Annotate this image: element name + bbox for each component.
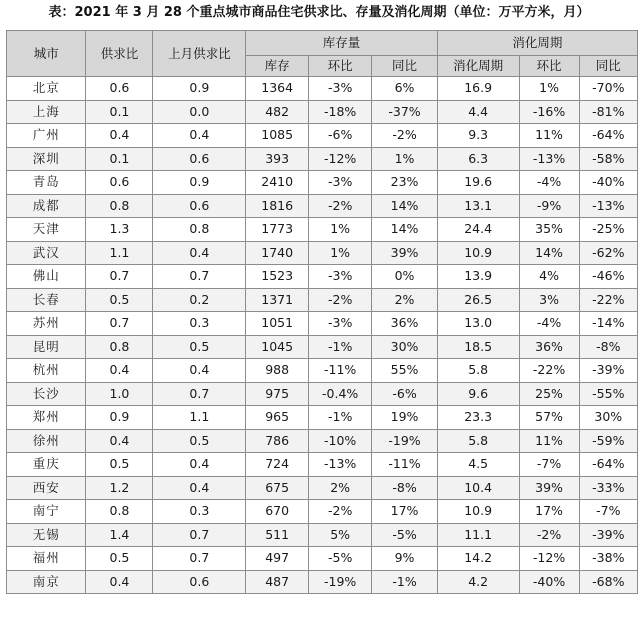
table-row: [7, 147, 638, 171]
header-inventory-mom: 环比: [309, 56, 372, 77]
inventory-yoy-cell: 14%: [372, 218, 438, 242]
cycle-yoy-cell: -38%: [579, 547, 637, 571]
last-ratio-cell: 0.0: [153, 100, 246, 124]
inventory-cell: 965: [246, 406, 309, 430]
inventory-mom-cell: 1%: [309, 218, 372, 242]
inventory-yoy-cell: -5%: [372, 523, 438, 547]
last-ratio-cell: 0.7: [153, 382, 246, 406]
ratio-cell: 0.7: [86, 312, 153, 336]
city-cell: 南京: [7, 570, 86, 594]
last-ratio-cell: 1.1: [153, 406, 246, 430]
inventory-mom-cell: -3%: [309, 265, 372, 289]
inventory-mom-cell: -11%: [309, 359, 372, 383]
cycle-mom-cell: 1%: [519, 77, 579, 101]
table-row: [7, 288, 638, 312]
inventory-yoy-cell: 55%: [372, 359, 438, 383]
city-cell: 苏州: [7, 312, 86, 336]
cycle-cell: 10.9: [437, 500, 519, 524]
inventory-cell: 487: [246, 570, 309, 594]
table-caption: 表：2021 年 3 月 28 个重点城市商品住宅供求比、存量及消化周期（单位：万平方米，月）: [48, 5, 590, 20]
inventory-mom-cell: 2%: [309, 476, 372, 500]
last-ratio-cell: 0.7: [153, 265, 246, 289]
inventory-yoy-cell: -2%: [372, 124, 438, 148]
last-ratio-cell: 0.6: [153, 147, 246, 171]
last-ratio-cell: 0.8: [153, 218, 246, 242]
ratio-cell: 1.2: [86, 476, 153, 500]
ratio-cell: 0.6: [86, 77, 153, 101]
last-ratio-cell: 0.2: [153, 288, 246, 312]
table-row: [7, 171, 638, 195]
cycle-cell: 18.5: [437, 335, 519, 359]
table-row: [7, 523, 638, 547]
last-ratio-cell: 0.5: [153, 335, 246, 359]
inventory-cell: 975: [246, 382, 309, 406]
ratio-cell: 0.1: [86, 147, 153, 171]
inventory-mom-cell: -5%: [309, 547, 372, 571]
inventory-yoy-cell: 6%: [372, 77, 438, 101]
ratio-cell: 0.5: [86, 288, 153, 312]
inventory-mom-cell: -2%: [309, 500, 372, 524]
ratio-cell: 1.4: [86, 523, 153, 547]
inventory-cell: 482: [246, 100, 309, 124]
inventory-mom-cell: -1%: [309, 335, 372, 359]
city-cell: 南宁: [7, 500, 86, 524]
inventory-mom-cell: -1%: [309, 406, 372, 430]
cycle-yoy-cell: 30%: [579, 406, 637, 430]
inventory-cell: 988: [246, 359, 309, 383]
cycle-mom-cell: 17%: [519, 500, 579, 524]
table-row: [7, 500, 638, 524]
cycle-cell: 19.6: [437, 171, 519, 195]
table-row: [7, 335, 638, 359]
cycle-yoy-cell: -81%: [579, 100, 637, 124]
cycle-yoy-cell: -62%: [579, 241, 637, 265]
ratio-cell: 0.5: [86, 453, 153, 477]
last-ratio-cell: 0.3: [153, 312, 246, 336]
city-cell: 西安: [7, 476, 86, 500]
table-row: [7, 218, 638, 242]
cycle-yoy-cell: -59%: [579, 429, 637, 453]
cycle-cell: 4.5: [437, 453, 519, 477]
inventory-yoy-cell: -6%: [372, 382, 438, 406]
table-row: [7, 312, 638, 336]
cycle-yoy-cell: -46%: [579, 265, 637, 289]
inventory-cell: 497: [246, 547, 309, 571]
cycle-mom-cell: 4%: [519, 265, 579, 289]
ratio-cell: 0.8: [86, 335, 153, 359]
inventory-yoy-cell: 23%: [372, 171, 438, 195]
inventory-mom-cell: -3%: [309, 171, 372, 195]
city-cell: 长春: [7, 288, 86, 312]
ratio-cell: 0.4: [86, 359, 153, 383]
city-cell: 杭州: [7, 359, 86, 383]
cycle-mom-cell: -16%: [519, 100, 579, 124]
inventory-cell: 393: [246, 147, 309, 171]
cycle-yoy-cell: -68%: [579, 570, 637, 594]
cycle-yoy-cell: -70%: [579, 77, 637, 101]
cycle-cell: 5.8: [437, 429, 519, 453]
inventory-mom-cell: -13%: [309, 453, 372, 477]
cycle-cell: 14.2: [437, 547, 519, 571]
ratio-cell: 0.8: [86, 500, 153, 524]
city-cell: 无锡: [7, 523, 86, 547]
cycle-mom-cell: 14%: [519, 241, 579, 265]
cycle-yoy-cell: -64%: [579, 453, 637, 477]
cycle-cell: 13.0: [437, 312, 519, 336]
cycle-yoy-cell: -55%: [579, 382, 637, 406]
ratio-cell: 0.7: [86, 265, 153, 289]
table-row: [7, 241, 638, 265]
inventory-cell: 1371: [246, 288, 309, 312]
last-ratio-cell: 0.9: [153, 171, 246, 195]
inventory-cell: 1051: [246, 312, 309, 336]
header-inventory-group: 库存量: [246, 31, 438, 56]
cycle-mom-cell: -12%: [519, 547, 579, 571]
header-inventory: 库存: [246, 56, 309, 77]
table-row: [7, 194, 638, 218]
inventory-cell: 2410: [246, 171, 309, 195]
cycle-cell: 26.5: [437, 288, 519, 312]
cycle-yoy-cell: -8%: [579, 335, 637, 359]
inventory-mom-cell: -0.4%: [309, 382, 372, 406]
inventory-yoy-cell: 30%: [372, 335, 438, 359]
table-row: [7, 453, 638, 477]
cycle-mom-cell: -13%: [519, 147, 579, 171]
last-ratio-cell: 0.4: [153, 453, 246, 477]
inventory-yoy-cell: -37%: [372, 100, 438, 124]
city-cell: 长沙: [7, 382, 86, 406]
cycle-mom-cell: -9%: [519, 194, 579, 218]
last-ratio-cell: 0.4: [153, 476, 246, 500]
last-ratio-cell: 0.4: [153, 359, 246, 383]
inventory-cell: 670: [246, 500, 309, 524]
ratio-cell: 0.4: [86, 570, 153, 594]
cycle-cell: 9.6: [437, 382, 519, 406]
inventory-mom-cell: -3%: [309, 77, 372, 101]
inventory-mom-cell: -2%: [309, 194, 372, 218]
cycle-mom-cell: 11%: [519, 429, 579, 453]
last-ratio-cell: 0.7: [153, 547, 246, 571]
inventory-mom-cell: -12%: [309, 147, 372, 171]
last-ratio-cell: 0.7: [153, 523, 246, 547]
cycle-yoy-cell: -25%: [579, 218, 637, 242]
cycle-mom-cell: -2%: [519, 523, 579, 547]
city-cell: 昆明: [7, 335, 86, 359]
inventory-cell: 724: [246, 453, 309, 477]
table-row: [7, 265, 638, 289]
header-row-group: [7, 31, 638, 56]
inventory-yoy-cell: 19%: [372, 406, 438, 430]
table-row: [7, 100, 638, 124]
inventory-yoy-cell: 2%: [372, 288, 438, 312]
cycle-mom-cell: 39%: [519, 476, 579, 500]
cycle-yoy-cell: -13%: [579, 194, 637, 218]
cycle-cell: 10.4: [437, 476, 519, 500]
cycle-cell: 16.9: [437, 77, 519, 101]
inventory-yoy-cell: 1%: [372, 147, 438, 171]
last-ratio-cell: 0.5: [153, 429, 246, 453]
ratio-cell: 0.9: [86, 406, 153, 430]
table-row: [7, 406, 638, 430]
cycle-cell: 4.4: [437, 100, 519, 124]
cycle-cell: 5.8: [437, 359, 519, 383]
header-last-ratio: 上月供求比: [153, 31, 246, 77]
city-cell: 北京: [7, 77, 86, 101]
inventory-mom-cell: -18%: [309, 100, 372, 124]
last-ratio-cell: 0.4: [153, 124, 246, 148]
cycle-yoy-cell: -14%: [579, 312, 637, 336]
housing-data-table: [6, 30, 638, 594]
inventory-mom-cell: -10%: [309, 429, 372, 453]
last-ratio-cell: 0.6: [153, 570, 246, 594]
inventory-cell: 1045: [246, 335, 309, 359]
cycle-cell: 24.4: [437, 218, 519, 242]
ratio-cell: 0.8: [86, 194, 153, 218]
city-cell: 成都: [7, 194, 86, 218]
cycle-mom-cell: -22%: [519, 359, 579, 383]
inventory-cell: 675: [246, 476, 309, 500]
table-row: [7, 570, 638, 594]
inventory-yoy-cell: 14%: [372, 194, 438, 218]
cycle-yoy-cell: -22%: [579, 288, 637, 312]
table-row: [7, 382, 638, 406]
cycle-cell: 9.3: [437, 124, 519, 148]
city-cell: 武汉: [7, 241, 86, 265]
table-body: [7, 77, 638, 594]
inventory-yoy-cell: 17%: [372, 500, 438, 524]
cycle-cell: 13.9: [437, 265, 519, 289]
inventory-cell: 1523: [246, 265, 309, 289]
inventory-mom-cell: 5%: [309, 523, 372, 547]
city-cell: 上海: [7, 100, 86, 124]
city-cell: 广州: [7, 124, 86, 148]
cycle-mom-cell: 57%: [519, 406, 579, 430]
ratio-cell: 0.4: [86, 124, 153, 148]
cycle-yoy-cell: -39%: [579, 359, 637, 383]
inventory-cell: 1085: [246, 124, 309, 148]
ratio-cell: 0.4: [86, 429, 153, 453]
cycle-cell: 10.9: [437, 241, 519, 265]
inventory-yoy-cell: 0%: [372, 265, 438, 289]
city-cell: 徐州: [7, 429, 86, 453]
header-cycle-yoy: 同比: [579, 56, 637, 77]
cycle-mom-cell: -4%: [519, 171, 579, 195]
cycle-mom-cell: 11%: [519, 124, 579, 148]
cycle-mom-cell: 36%: [519, 335, 579, 359]
cycle-yoy-cell: -33%: [579, 476, 637, 500]
header-ratio: 供求比: [86, 31, 153, 77]
inventory-yoy-cell: -1%: [372, 570, 438, 594]
city-cell: 郑州: [7, 406, 86, 430]
cycle-cell: 4.2: [437, 570, 519, 594]
ratio-cell: 1.1: [86, 241, 153, 265]
cycle-cell: 13.1: [437, 194, 519, 218]
inventory-mom-cell: 1%: [309, 241, 372, 265]
city-cell: 青岛: [7, 171, 86, 195]
inventory-cell: 1773: [246, 218, 309, 242]
city-cell: 深圳: [7, 147, 86, 171]
table-row: [7, 547, 638, 571]
table-row: [7, 359, 638, 383]
header-cycle-group: 消化周期: [437, 31, 637, 56]
inventory-yoy-cell: 9%: [372, 547, 438, 571]
cycle-cell: 23.3: [437, 406, 519, 430]
inventory-mom-cell: -3%: [309, 312, 372, 336]
header-cycle: 消化周期: [437, 56, 519, 77]
inventory-mom-cell: -19%: [309, 570, 372, 594]
table-row: [7, 429, 638, 453]
header-cycle-mom: 环比: [519, 56, 579, 77]
last-ratio-cell: 0.4: [153, 241, 246, 265]
last-ratio-cell: 0.6: [153, 194, 246, 218]
inventory-yoy-cell: -11%: [372, 453, 438, 477]
inventory-yoy-cell: 36%: [372, 312, 438, 336]
city-cell: 天津: [7, 218, 86, 242]
inventory-cell: 1364: [246, 77, 309, 101]
cycle-mom-cell: -4%: [519, 312, 579, 336]
header-inventory-yoy: 同比: [372, 56, 438, 77]
ratio-cell: 0.5: [86, 547, 153, 571]
inventory-cell: 1740: [246, 241, 309, 265]
city-cell: 福州: [7, 547, 86, 571]
cycle-mom-cell: 35%: [519, 218, 579, 242]
city-cell: 佛山: [7, 265, 86, 289]
last-ratio-cell: 0.9: [153, 77, 246, 101]
cycle-mom-cell: 25%: [519, 382, 579, 406]
ratio-cell: 1.0: [86, 382, 153, 406]
cycle-yoy-cell: -7%: [579, 500, 637, 524]
inventory-mom-cell: -6%: [309, 124, 372, 148]
last-ratio-cell: 0.3: [153, 500, 246, 524]
table-row: [7, 77, 638, 101]
ratio-cell: 0.6: [86, 171, 153, 195]
cycle-cell: 11.1: [437, 523, 519, 547]
cycle-mom-cell: -7%: [519, 453, 579, 477]
city-cell: 重庆: [7, 453, 86, 477]
inventory-cell: 786: [246, 429, 309, 453]
cycle-yoy-cell: -39%: [579, 523, 637, 547]
inventory-cell: 1816: [246, 194, 309, 218]
header-city: 城市: [7, 31, 86, 77]
inventory-mom-cell: -2%: [309, 288, 372, 312]
cycle-yoy-cell: -64%: [579, 124, 637, 148]
inventory-yoy-cell: -19%: [372, 429, 438, 453]
ratio-cell: 0.1: [86, 100, 153, 124]
cycle-mom-cell: 3%: [519, 288, 579, 312]
cycle-mom-cell: -40%: [519, 570, 579, 594]
cycle-yoy-cell: -58%: [579, 147, 637, 171]
table-row: [7, 124, 638, 148]
cycle-cell: 6.3: [437, 147, 519, 171]
cycle-yoy-cell: -40%: [579, 171, 637, 195]
inventory-yoy-cell: -8%: [372, 476, 438, 500]
inventory-cell: 511: [246, 523, 309, 547]
inventory-yoy-cell: 39%: [372, 241, 438, 265]
table-row: [7, 476, 638, 500]
ratio-cell: 1.3: [86, 218, 153, 242]
